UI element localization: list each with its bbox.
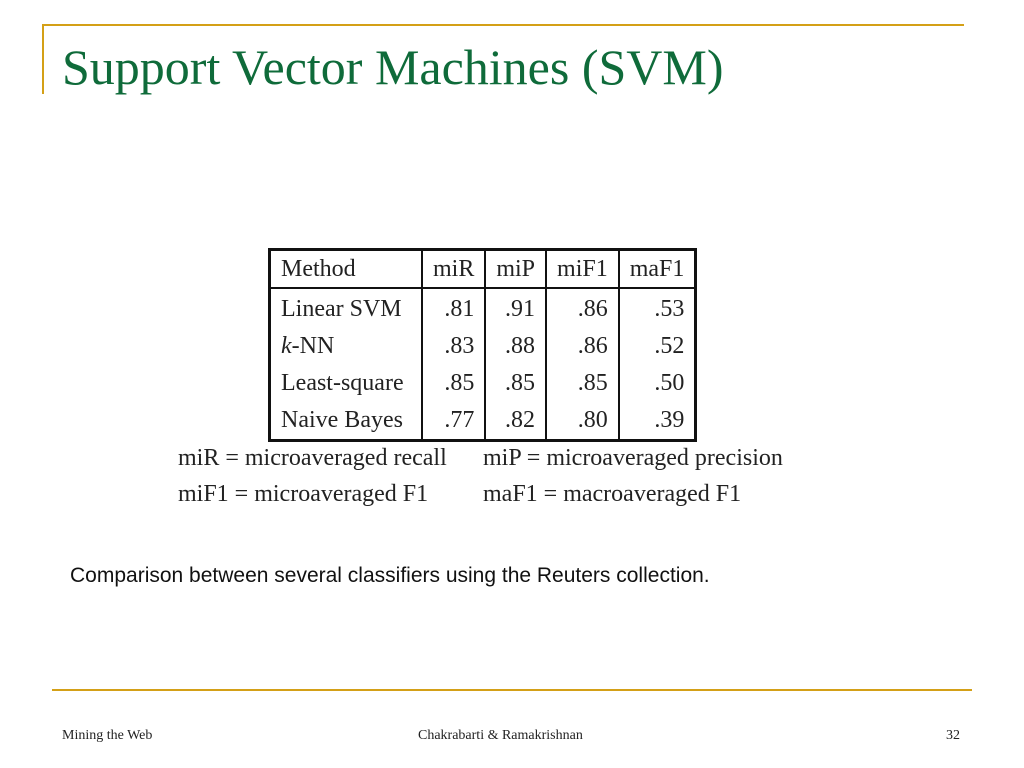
mir-cell: .77 — [422, 402, 485, 441]
mif1-cell: .80 — [546, 402, 619, 441]
metric-legend — [178, 440, 783, 512]
legend-mif1: miF1 = microaveraged F1 — [178, 481, 429, 507]
table-header-row — [270, 250, 696, 289]
mir-cell: .83 — [422, 328, 485, 365]
footer-page-number: 32 — [946, 728, 960, 743]
maf1-cell: .50 — [619, 365, 696, 402]
table-row — [270, 402, 696, 441]
mip-cell: .82 — [485, 402, 546, 441]
maf1-cell: .52 — [619, 328, 696, 365]
maf1-cell: .39 — [619, 402, 696, 441]
mip-cell: .91 — [485, 288, 546, 328]
header-maf1: maF1 — [619, 250, 696, 289]
slide-caption: Comparison between several classifiers using the Reuters collection. — [70, 564, 710, 587]
mif1-cell: .85 — [546, 365, 619, 402]
table-row — [270, 328, 696, 365]
table-row — [270, 365, 696, 402]
table-row — [270, 288, 696, 328]
method-cell: Least-square — [281, 370, 404, 396]
method-cell: k-NN — [281, 333, 335, 359]
legend-row — [178, 476, 783, 512]
method-cell: Naive Bayes — [281, 407, 403, 433]
slide-frame-left — [42, 24, 44, 94]
mip-cell: .85 — [485, 365, 546, 402]
header-method: Method — [281, 256, 356, 282]
footer-course-title: Mining the Web — [62, 728, 153, 743]
legend-mip: miP = microaveraged precision — [483, 445, 783, 471]
footer-authors: Chakrabarti & Ramakrishnan — [418, 728, 583, 743]
header-mip: miP — [485, 250, 546, 289]
results-table-container — [268, 248, 697, 442]
legend-mir: miR = microaveraged recall — [178, 445, 447, 471]
legend-maf1: maF1 = macroaveraged F1 — [483, 481, 742, 507]
footer-divider — [52, 689, 972, 691]
mir-cell: .81 — [422, 288, 485, 328]
slide-title: Support Vector Machines (SVM) — [62, 39, 724, 95]
results-table — [268, 248, 697, 442]
header-mir: miR — [422, 250, 485, 289]
mir-cell: .85 — [422, 365, 485, 402]
mip-cell: .88 — [485, 328, 546, 365]
slide-frame-top — [42, 24, 964, 26]
mif1-cell: .86 — [546, 288, 619, 328]
maf1-cell: .53 — [619, 288, 696, 328]
method-cell: Linear SVM — [281, 296, 402, 322]
header-mif1: miF1 — [546, 250, 619, 289]
mif1-cell: .86 — [546, 328, 619, 365]
legend-row — [178, 440, 783, 476]
